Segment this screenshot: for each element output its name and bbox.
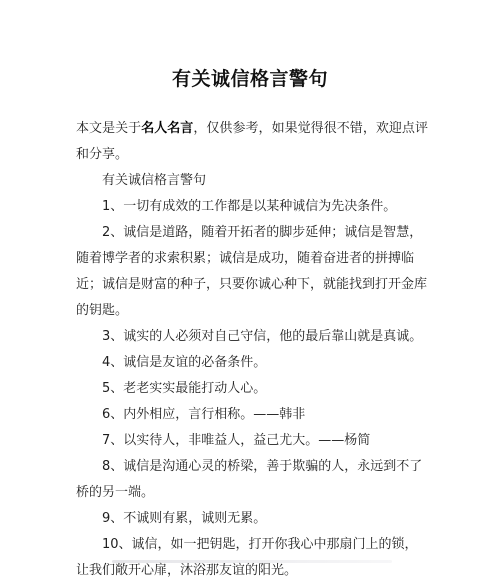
list-item: 8、诚信是沟通心灵的桥梁，善于欺骗的人，永远到不了桥的另一端。: [76, 459, 423, 500]
list-item: 1、一切有成效的工作都是以某种诚信为先决条件。: [102, 199, 397, 214]
watermark-line: [112, 560, 392, 563]
watermark-strip: [112, 556, 392, 566]
list-item: 5、老老实实最能打动人心。: [102, 381, 267, 396]
page-title: 有关诚信格言警句: [171, 68, 328, 90]
intro-keyword: 名人名言: [141, 121, 194, 136]
intro-text-after: ，仅供参考，如果觉得很不错，欢迎点评和分享。: [76, 121, 428, 162]
list-item: 4、诚信是友谊的必备条件。: [102, 355, 267, 370]
list-item: 7、以实待人，非唯益人，益己尤大。——杨简: [102, 433, 371, 448]
list-subtitle: 有关诚信格言警句: [102, 173, 207, 188]
list-item: 10、诚信，如一把钥匙，打开你我心中那扇门上的锁，让我们敞开心扉，沐浴那友谊的阳光。: [76, 537, 418, 578]
list-item: 3、诚实的人必须对自己守信，他的最后靠山就是真诚。: [102, 329, 423, 344]
list-item: 9、不诚则有累，诚则无累。: [102, 511, 267, 526]
quote-list: [76, 168, 428, 584]
list-item: 6、内外相应，言行相称。——韩非: [102, 407, 306, 422]
intro-text-before: 本文是关于: [76, 121, 142, 136]
intro-paragraph: [76, 116, 428, 168]
list-item: 2、诚信是道路，随着开拓者的脚步延伸；诚信是智慧，随着博学者的求索积累；诚信是成功，随着奋进者的拼搏临近；诚信是财富的种子，只要你诚心种下，就能找到打开金库的钥匙。: [76, 225, 428, 318]
